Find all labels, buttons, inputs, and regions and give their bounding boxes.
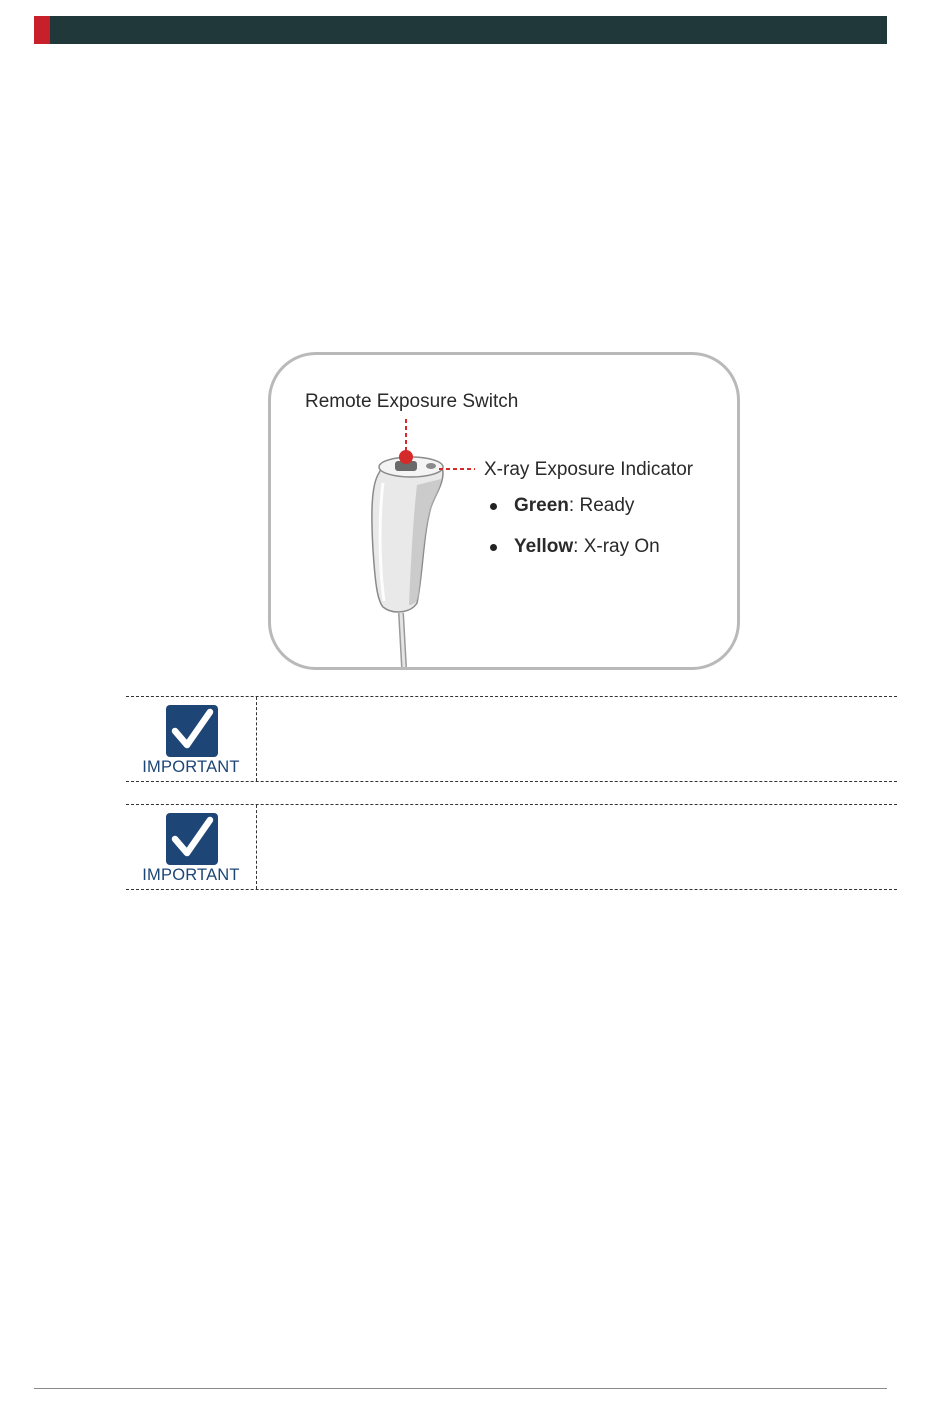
checkmark-icon — [166, 813, 218, 865]
important-label: IMPORTANT — [142, 758, 240, 776]
note-divider — [256, 697, 257, 781]
page-header-bar — [34, 16, 887, 44]
important-note-1 — [126, 696, 897, 782]
footer-rule — [34, 1388, 887, 1389]
state-desc: : Ready — [568, 495, 635, 516]
state-term: Yellow — [514, 536, 574, 557]
remote-switch-label: Remote Exposure Switch — [305, 391, 519, 412]
list-item — [488, 495, 660, 517]
list-item — [488, 536, 660, 558]
state-term: Green — [514, 495, 569, 516]
checkmark-icon — [166, 705, 218, 757]
note-divider — [256, 805, 257, 889]
important-note-2 — [126, 804, 897, 890]
important-label: IMPORTANT — [142, 866, 240, 884]
indicator-label: X-ray Exposure Indicator — [484, 459, 694, 480]
header-accent-block — [34, 16, 50, 44]
remote-switch-figure — [268, 352, 740, 670]
important-icon — [166, 813, 218, 865]
state-desc: : X-ray On — [573, 536, 660, 557]
important-icon — [166, 705, 218, 757]
indicator-states-list — [488, 495, 660, 577]
